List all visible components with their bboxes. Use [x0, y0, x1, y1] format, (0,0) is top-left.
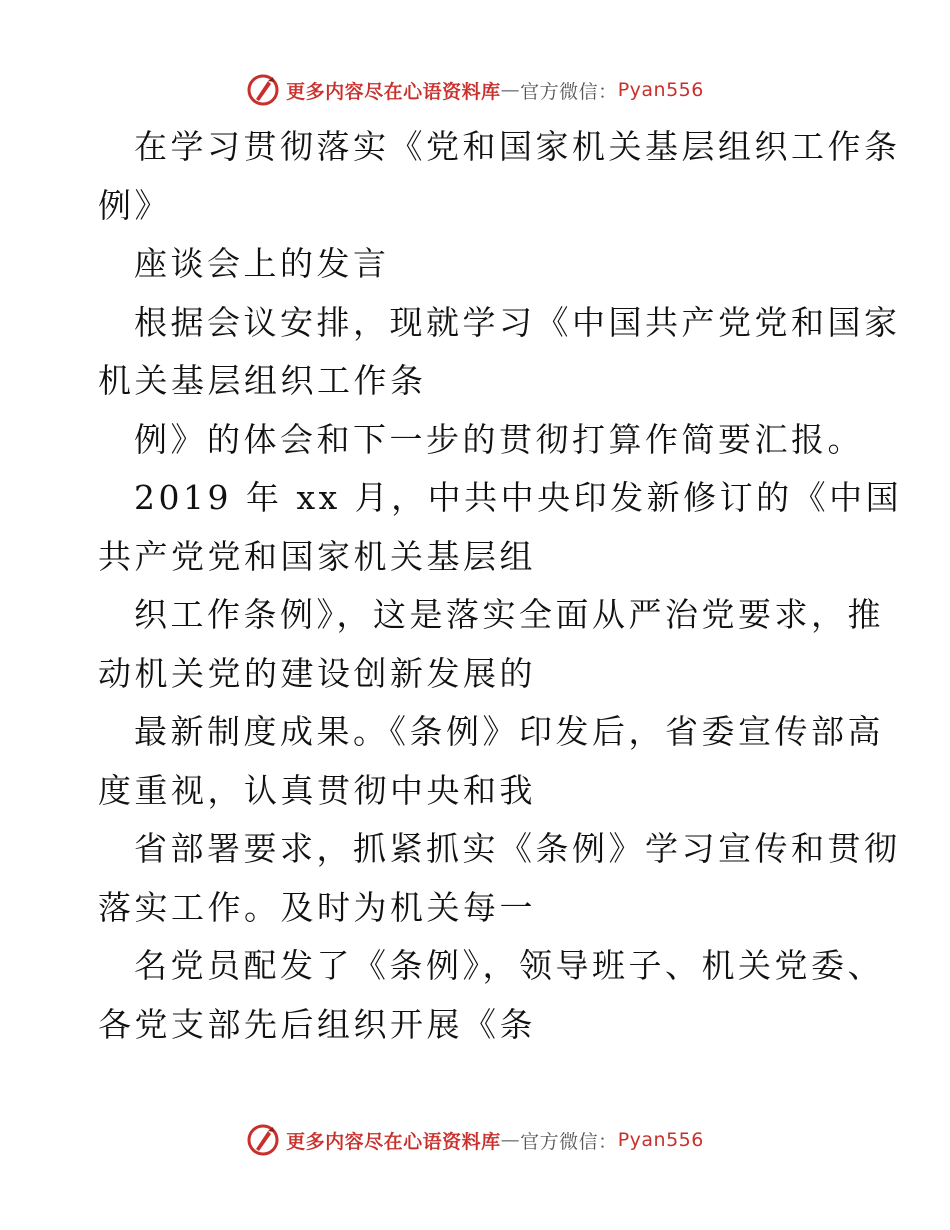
- watermark-separator: —: [500, 79, 521, 101]
- document-line: 各党支部先后组织开展《条: [98, 1004, 536, 1044]
- document-line: 落实工作。及时为机关每一: [98, 887, 536, 927]
- document-line: 在学习贯彻落实《党和国家机关基层组织工作条: [134, 127, 901, 166]
- footer-watermark: [0, 1120, 950, 1160]
- document-line: 共产党党和国家机关基层组: [98, 536, 536, 576]
- document-line: 动机关党的建设创新发展的: [98, 653, 536, 693]
- document-line: 最新制度成果。《条例》印发后，省委宣传部高: [134, 712, 884, 751]
- document-line: 机关基层组织工作条: [98, 361, 427, 400]
- document-line: 根据会议安排，现就学习《中国共产党党和国家: [134, 302, 901, 342]
- watermark-text: [286, 77, 704, 104]
- watermark-text: [286, 1127, 704, 1154]
- document-line: 例》的体会和下一步的贯彻打算作简要汇报。: [134, 419, 864, 459]
- watermark-main-text: 更多内容尽在心语资料库: [286, 80, 501, 103]
- header-watermark: [0, 70, 950, 110]
- document-line: 2019 年 xx 月，中共中央印发新修订的《中国: [134, 478, 903, 517]
- document-line: 省部署要求，抓紧抓实《条例》学习宣传和贯彻: [134, 829, 901, 868]
- document-line: 名党员配发了《条例》，领导班子、机关党委、: [134, 946, 884, 985]
- document-line: 织工作条例》，这是落实全面从严治党要求，推: [134, 595, 884, 634]
- document-line: 度重视，认真贯彻中央和我: [98, 770, 536, 810]
- quill-pen-logo-icon: [246, 1123, 280, 1157]
- watermark-main-text: 更多内容尽在心语资料库: [286, 1130, 501, 1153]
- watermark-wechat-id: Pyan556: [617, 79, 704, 101]
- watermark-wechat-id: Pyan556: [617, 1129, 704, 1151]
- watermark-separator: —: [500, 1129, 521, 1151]
- watermark-wechat-label: 官方微信：: [520, 1130, 618, 1153]
- watermark-wechat-label: 官方微信：: [520, 80, 618, 103]
- document-body: [98, 118, 903, 1054]
- document-line: 例》: [98, 185, 171, 225]
- document-line: 座谈会上的发言: [134, 244, 390, 283]
- quill-pen-logo-icon: [246, 73, 280, 107]
